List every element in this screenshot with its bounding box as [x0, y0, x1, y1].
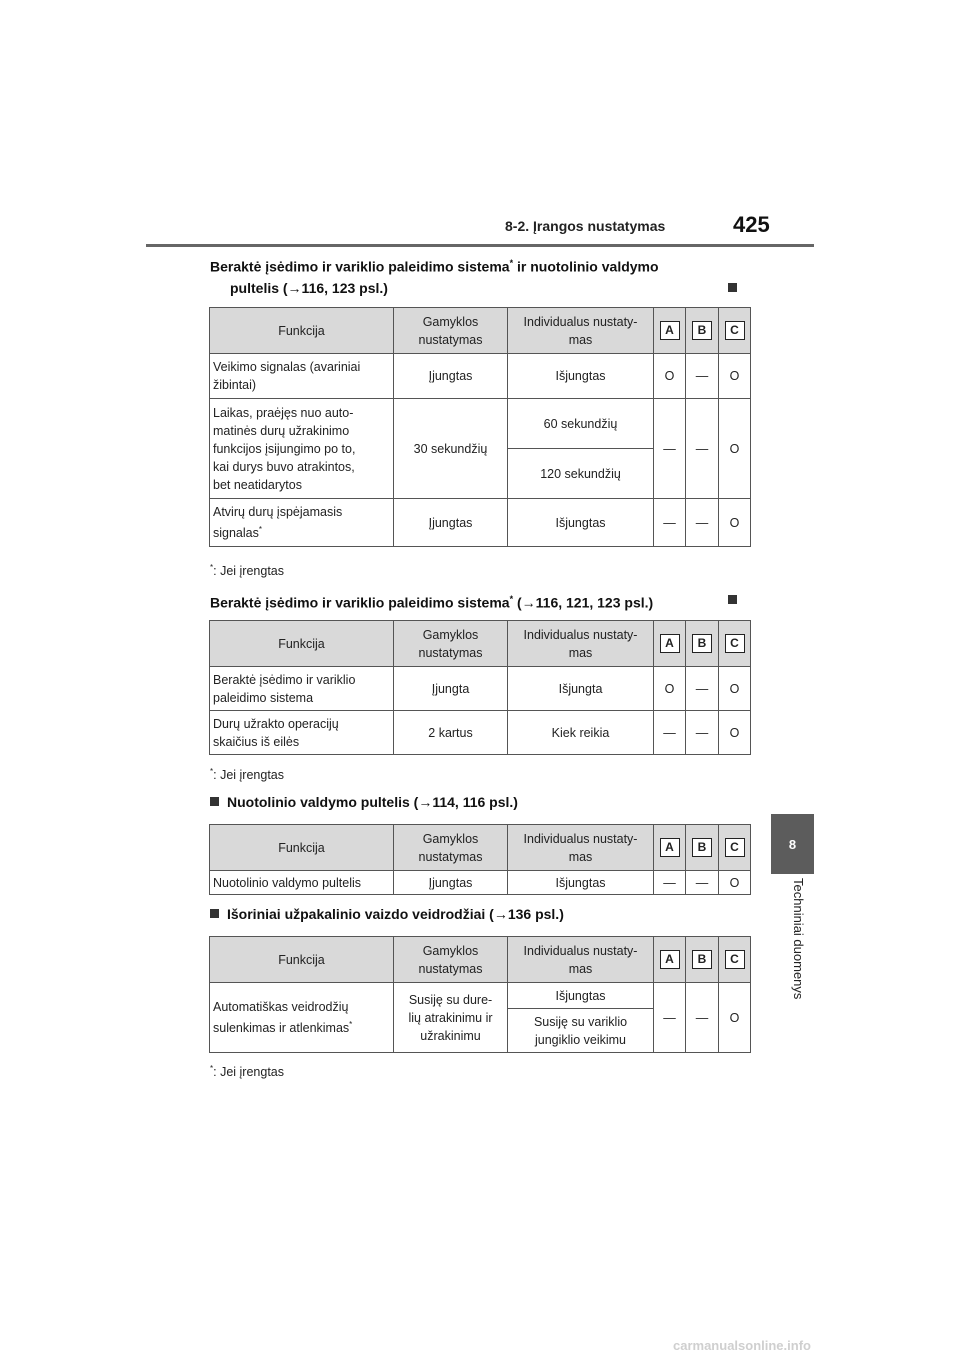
col-a [654, 825, 686, 871]
section4-heading: Išoriniai užpakalinio vaizdo veidrodžiai (→136 psl.) [210, 903, 564, 925]
custom-cell: Išjungta [508, 667, 654, 711]
custom-cell: Išjungtas [508, 499, 654, 547]
section-marker-icon [210, 797, 219, 806]
section-marker-icon [210, 909, 219, 918]
col-c [719, 308, 751, 354]
section-marker-icon [728, 283, 737, 292]
function-cell: Atvirų durų įspėjamasis signalas* [210, 499, 394, 547]
function-cell: Automatiškas veidrodžių sulenkimas ir atlenkimas* [210, 983, 394, 1053]
mode-c-icon: C [725, 950, 745, 969]
chapter-label: Techniniai duomenys [791, 878, 806, 1000]
settings-table-4 [209, 936, 751, 1053]
section2-heading: Beraktė įsėdimo ir variklio paleidimo sistema* (→116, 121, 123 psl.) [210, 594, 654, 611]
a-cell: O [654, 354, 686, 399]
col-c [719, 937, 751, 983]
default-cell: Įjungtas [394, 354, 508, 399]
section1-heading-line2: pultelis (→116, 123 psl.) [230, 280, 388, 296]
col-custom: Individualus nustaty- mas [508, 937, 654, 983]
col-default: Gamyklos nustatymas [394, 621, 508, 667]
b-cell: — [686, 667, 719, 711]
c-cell: O [719, 399, 751, 499]
col-default: Gamyklos nustatymas [394, 825, 508, 871]
mode-c-icon: C [725, 634, 745, 653]
mode-a-icon: A [660, 950, 680, 969]
c-cell: O [719, 354, 751, 399]
mode-b-icon: B [692, 838, 712, 857]
table-row [210, 399, 751, 449]
custom-cell: Susiję su variklio jungiklio veikimu [508, 1009, 654, 1053]
c-cell: O [719, 711, 751, 755]
watermark: carmanualsonline.info [673, 1338, 811, 1353]
mode-c-icon: C [725, 838, 745, 857]
function-cell: Laikas, praėjęs nuo auto- matinės durų užrakinimo funkcijos įsijungimo po to, kai durys buvo atrakintos, bet neatidarytos [210, 399, 394, 499]
mode-a-icon: A [660, 634, 680, 653]
b-cell: — [686, 399, 719, 499]
table-row [210, 499, 751, 547]
function-cell: Beraktė įsėdimo ir variklio paleidimo sistema [210, 667, 394, 711]
custom-cell: 60 sekundžių [508, 399, 654, 449]
col-a [654, 621, 686, 667]
b-cell: — [686, 711, 719, 755]
function-cell: Nuotolinio valdymo pultelis [210, 871, 394, 895]
section-marker-icon [728, 595, 737, 604]
col-function: Funkcija [210, 937, 394, 983]
custom-cell: Išjungtas [508, 871, 654, 895]
default-cell: Susiję su dure- lių atrakinimu ir užrakinimu [394, 983, 508, 1053]
chapter-number: 8 [788, 836, 797, 852]
header-rule [146, 244, 814, 247]
default-cell: Įjungta [394, 667, 508, 711]
a-cell: — [654, 871, 686, 895]
mode-b-icon: B [692, 634, 712, 653]
mode-a-icon: A [660, 838, 680, 857]
c-cell: O [719, 871, 751, 895]
c-cell: O [719, 983, 751, 1053]
custom-cell: 120 sekundžių [508, 449, 654, 499]
table-header-row [210, 937, 751, 983]
col-custom: Individualus nustaty- mas [508, 621, 654, 667]
table-header-row [210, 825, 751, 871]
a-cell: — [654, 711, 686, 755]
mode-b-icon: B [692, 950, 712, 969]
default-cell: Įjungtas [394, 499, 508, 547]
col-function: Funkcija [210, 825, 394, 871]
custom-cell: Kiek reikia [508, 711, 654, 755]
footnote: *: Jei įrengtas [210, 563, 284, 579]
b-cell: — [686, 983, 719, 1053]
section3-heading: Nuotolinio valdymo pultelis (→114, 116 psl.) [210, 791, 518, 813]
function-cell: Durų užrakto operacijų skaičius iš eilės [210, 711, 394, 755]
table-row [210, 667, 751, 711]
mode-c-icon: C [725, 321, 745, 340]
a-cell: O [654, 667, 686, 711]
col-b [686, 308, 719, 354]
header-section-title: 8-2. Įrangos nustatymas [505, 218, 666, 234]
col-function: Funkcija [210, 621, 394, 667]
custom-cell: Išjungtas [508, 983, 654, 1009]
table-row [210, 871, 751, 895]
a-cell: — [654, 983, 686, 1053]
function-cell: Veikimo signalas (avariniai žibintai) [210, 354, 394, 399]
a-cell: — [654, 399, 686, 499]
settings-table-1 [209, 307, 751, 547]
col-default: Gamyklos nustatymas [394, 308, 508, 354]
settings-table-2 [209, 620, 751, 755]
a-cell: — [654, 499, 686, 547]
custom-cell: Išjungtas [508, 354, 654, 399]
col-custom: Individualus nustaty- mas [508, 308, 654, 354]
table-row [210, 354, 751, 399]
mode-b-icon: B [692, 321, 712, 340]
table-row [210, 983, 751, 1009]
b-cell: — [686, 499, 719, 547]
col-default: Gamyklos nustatymas [394, 937, 508, 983]
col-a [654, 308, 686, 354]
b-cell: — [686, 871, 719, 895]
table-row [210, 711, 751, 755]
default-cell: 30 sekundžių [394, 399, 508, 499]
footnote: *: Jei įrengtas [210, 767, 284, 783]
col-custom: Individualus nustaty- mas [508, 825, 654, 871]
c-cell: O [719, 499, 751, 547]
b-cell: — [686, 354, 719, 399]
settings-table-3 [209, 824, 751, 895]
mode-a-icon: A [660, 321, 680, 340]
footnote: *: Jei įrengtas [210, 1064, 284, 1080]
default-cell: Įjungtas [394, 871, 508, 895]
page-number: 425 [733, 212, 770, 237]
chapter-label-container [792, 878, 810, 1038]
section1-heading: Beraktė įsėdimo ir variklio paleidimo sistema* ir nuotolinio valdymo [210, 258, 659, 275]
c-cell: O [719, 667, 751, 711]
default-cell: 2 kartus [394, 711, 508, 755]
table-header-row [210, 308, 751, 354]
col-c [719, 621, 751, 667]
col-a [654, 937, 686, 983]
col-b [686, 825, 719, 871]
table-header-row [210, 621, 751, 667]
col-function: Funkcija [210, 308, 394, 354]
col-b [686, 937, 719, 983]
col-b [686, 621, 719, 667]
chapter-tab[interactable] [771, 814, 814, 874]
col-c [719, 825, 751, 871]
